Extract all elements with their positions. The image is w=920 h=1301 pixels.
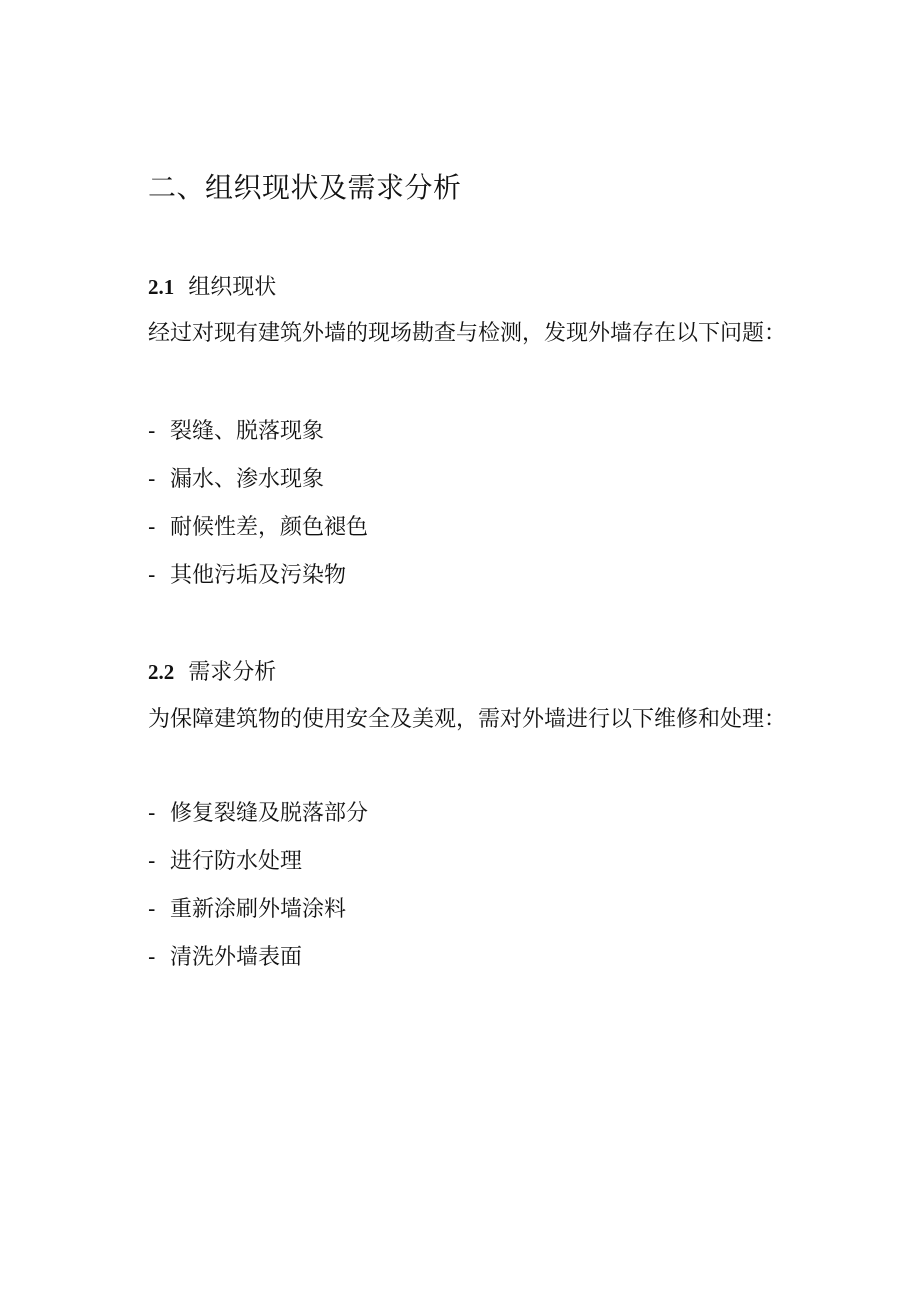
list-item (148, 934, 368, 982)
paragraph-current-status: 经过对现有建筑外墙的现场勘查与检测，发现外墙存在以下问题： (148, 321, 787, 346)
bullet-dash: - (148, 563, 156, 588)
subsection-number: 2.1 (148, 275, 175, 299)
bullet-dash: - (148, 801, 156, 826)
needs-list (148, 790, 368, 982)
list-item-text: 修复裂缝及脱落部分 (170, 801, 369, 826)
list-item-text: 耐候性差，颜色褪色 (170, 515, 369, 540)
list-item (148, 886, 368, 934)
list-item-text: 其他污垢及污染物 (170, 563, 347, 588)
subsection-number: 2.2 (148, 660, 175, 684)
list-item-text: 重新涂刷外墙涂料 (170, 897, 347, 922)
list-item-text: 裂缝、脱落现象 (170, 419, 325, 444)
subsection-heading-2-2 (148, 657, 276, 688)
paragraph-needs-analysis: 为保障建筑物的使用安全及美观，需对外墙进行以下维修和处理： (148, 707, 787, 732)
list-item (148, 790, 368, 838)
subsection-title: 组织现状 (188, 275, 277, 300)
bullet-dash: - (148, 945, 156, 970)
list-item-text: 进行防水处理 (170, 849, 303, 874)
bullet-dash: - (148, 467, 156, 492)
subsection-heading-2-1 (148, 272, 276, 303)
bullet-dash: - (148, 897, 156, 922)
subsection-title: 需求分析 (188, 660, 277, 685)
list-item-text: 清洗外墙表面 (170, 945, 303, 970)
list-item (148, 504, 368, 552)
list-item (148, 456, 368, 504)
bullet-dash: - (148, 515, 156, 540)
list-item (148, 552, 368, 600)
list-item-text: 漏水、渗水现象 (170, 467, 325, 492)
issues-list (148, 408, 368, 600)
list-item (148, 838, 368, 886)
bullet-dash: - (148, 849, 156, 874)
list-item (148, 408, 368, 456)
bullet-dash: - (148, 419, 156, 444)
section-heading: 二、组织现状及需求分析 (148, 171, 462, 204)
